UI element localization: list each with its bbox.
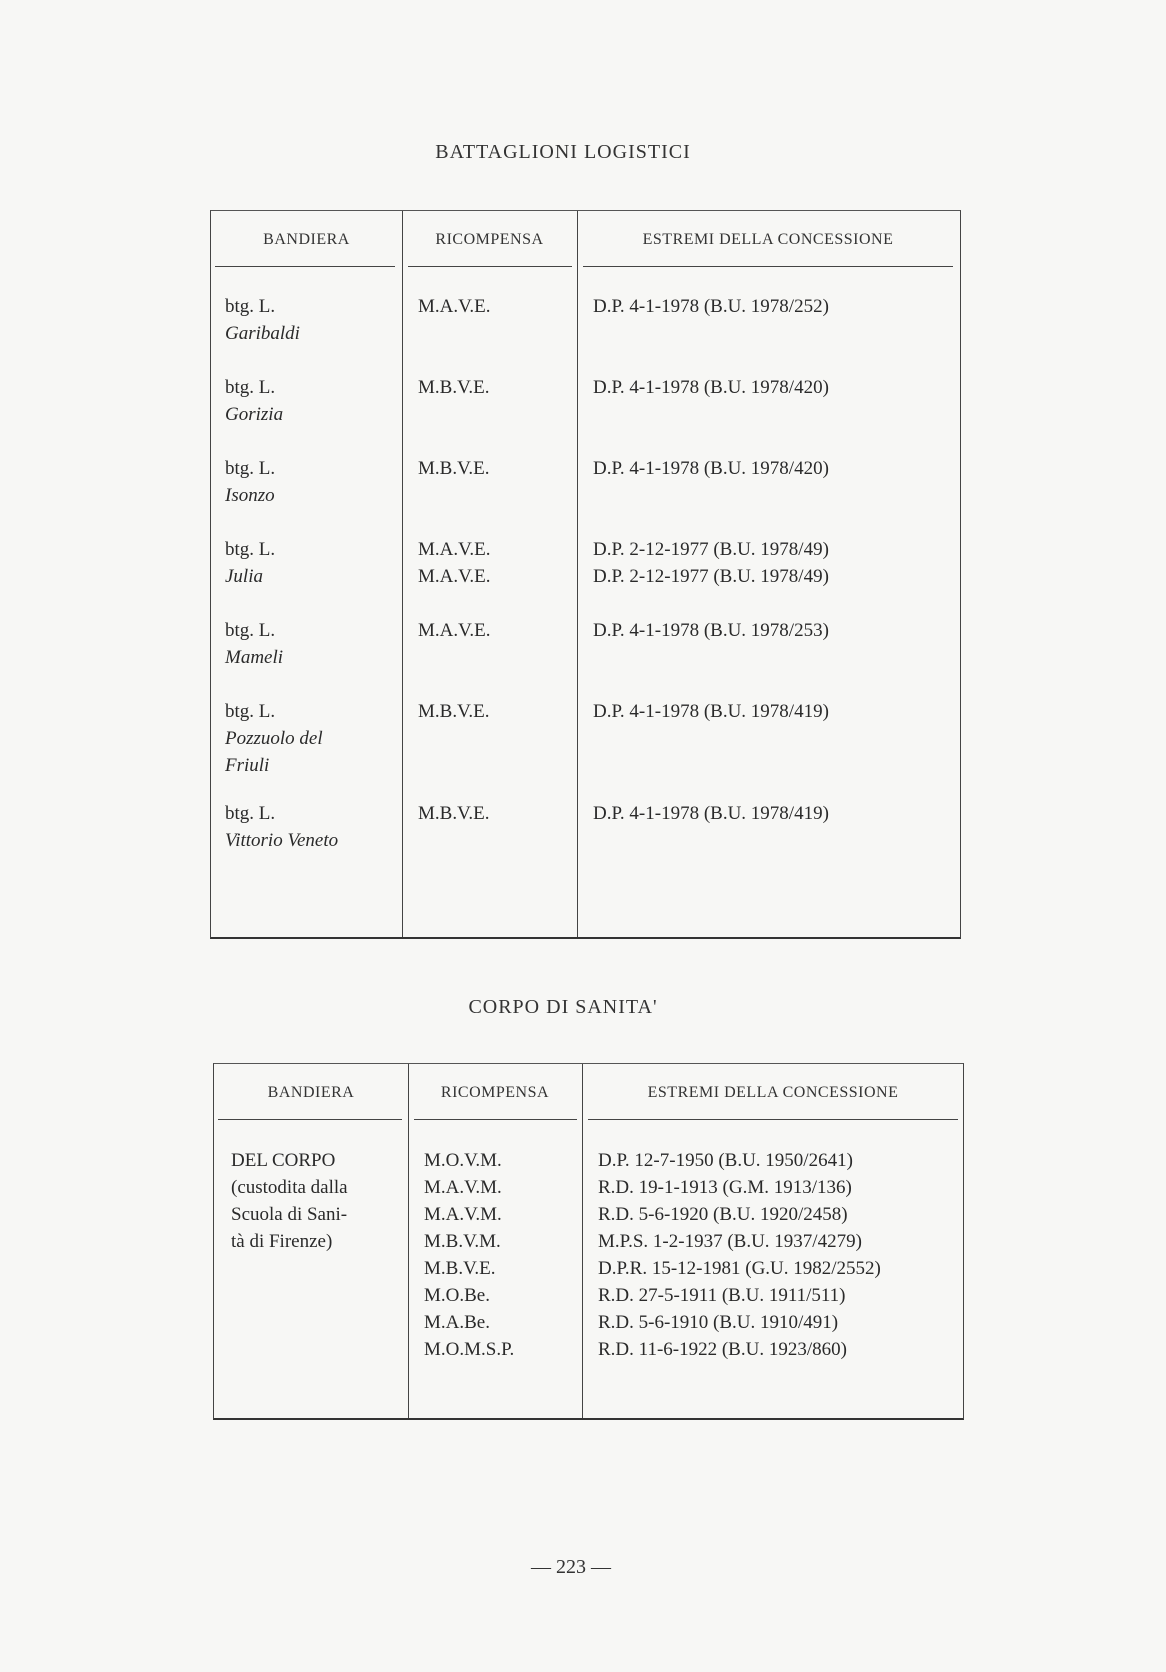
ref-line: D.P. 4-1-1978 (B.U. 1978/420) bbox=[593, 458, 829, 479]
section-title-battaglioni: BATTAGLIONI LOGISTICI bbox=[435, 141, 691, 163]
estremi-cell bbox=[593, 374, 829, 401]
bandiera-cell bbox=[225, 374, 283, 428]
ref-line: D.P. 4-1-1978 (B.U. 1978/420) bbox=[593, 377, 829, 398]
unit-name: Julia bbox=[225, 566, 263, 587]
header-bandiera: BANDIERA bbox=[263, 231, 350, 248]
ricompensa-cell bbox=[418, 293, 491, 320]
award-line: M.O.V.M. bbox=[424, 1150, 502, 1171]
unit-name: Pozzuolo del bbox=[225, 728, 323, 749]
award-line: M.O.Be. bbox=[424, 1285, 490, 1306]
ref-line: D.P. 4-1-1978 (B.U. 1978/419) bbox=[593, 701, 829, 722]
award-line: M.B.V.E. bbox=[418, 458, 490, 479]
estremi-cell bbox=[593, 617, 829, 644]
table-sanita bbox=[213, 1063, 964, 1420]
ref-line: R.D. 11-6-1922 (B.U. 1923/860) bbox=[598, 1339, 847, 1360]
ref-line: D.P. 12-7-1950 (B.U. 1950/2641) bbox=[598, 1150, 853, 1171]
unit-prefix: btg. L. bbox=[225, 539, 276, 560]
bandiera-line: DEL CORPO bbox=[231, 1150, 336, 1171]
award-line: M.A.V.E. bbox=[418, 539, 491, 560]
ref-line: D.P. 4-1-1978 (B.U. 1978/419) bbox=[593, 803, 829, 824]
ref-line: R.D. 19-1-1913 (G.M. 1913/136) bbox=[598, 1177, 852, 1198]
bandiera-cell bbox=[225, 293, 300, 347]
unit-prefix: btg. L. bbox=[225, 620, 276, 641]
award-line: M.A.V.M. bbox=[424, 1177, 502, 1198]
award-line: M.A.V.E. bbox=[418, 566, 491, 587]
header-rule bbox=[588, 1119, 958, 1120]
bandiera-cell bbox=[225, 800, 338, 854]
bandiera-cell bbox=[225, 617, 283, 671]
award-line: M.O.M.S.P. bbox=[424, 1339, 515, 1360]
header-rule bbox=[215, 266, 395, 267]
unit-prefix: btg. L. bbox=[225, 296, 276, 317]
column-divider bbox=[408, 1064, 409, 1418]
ref-line: R.D. 5-6-1910 (B.U. 1910/491) bbox=[598, 1312, 839, 1333]
bandiera-cell bbox=[225, 455, 275, 509]
header-rule bbox=[414, 1119, 577, 1120]
ricompensa-cell bbox=[418, 800, 489, 827]
header-estremi: ESTREMI DELLA CONCESSIONE bbox=[647, 1084, 899, 1101]
header-estremi: ESTREMI DELLA CONCESSIONE bbox=[642, 231, 894, 248]
ref-line: M.P.S. 1-2-1937 (B.U. 1937/4279) bbox=[598, 1231, 862, 1252]
column-divider bbox=[577, 211, 578, 937]
unit-prefix: btg. L. bbox=[225, 803, 276, 824]
header-ricompensa: RICOMPENSA bbox=[440, 1084, 550, 1101]
header-ricompensa: RICOMPENSA bbox=[435, 231, 544, 248]
estremi-cell bbox=[593, 800, 829, 827]
estremi-cell bbox=[593, 455, 829, 482]
header-rule bbox=[218, 1119, 402, 1120]
bandiera-cell bbox=[225, 698, 323, 779]
estremi-cell bbox=[598, 1147, 881, 1363]
ref-line: R.D. 27-5-1911 (B.U. 1911/511) bbox=[598, 1285, 846, 1306]
award-line: M.A.Be. bbox=[424, 1312, 490, 1333]
unit-name: Friuli bbox=[225, 755, 270, 776]
header-rule bbox=[583, 266, 953, 267]
award-line: M.B.V.E. bbox=[418, 377, 490, 398]
header-rule bbox=[408, 266, 572, 267]
estremi-cell bbox=[593, 536, 829, 590]
award-line: M.B.V.E. bbox=[424, 1258, 496, 1279]
page-number: — 223 — bbox=[531, 1556, 611, 1578]
ref-line: D.P.R. 15-12-1981 (G.U. 1982/2552) bbox=[598, 1258, 881, 1279]
award-line: M.A.V.M. bbox=[424, 1204, 502, 1225]
award-line: M.B.V.E. bbox=[418, 701, 490, 722]
award-line: M.B.V.M. bbox=[424, 1231, 501, 1252]
estremi-cell bbox=[593, 698, 829, 725]
bandiera-cell bbox=[231, 1147, 348, 1255]
column-divider bbox=[402, 211, 403, 937]
bandiera-line: (custodita dalla bbox=[231, 1177, 348, 1198]
column-divider bbox=[582, 1064, 583, 1418]
award-line: M.B.V.E. bbox=[418, 803, 490, 824]
unit-prefix: btg. L. bbox=[225, 458, 276, 479]
ricompensa-cell bbox=[418, 455, 489, 482]
unit-name: Garibaldi bbox=[225, 323, 300, 344]
ref-line: D.P. 2-12-1977 (B.U. 1978/49) bbox=[593, 539, 829, 560]
ricompensa-cell bbox=[418, 374, 489, 401]
table-battaglioni bbox=[210, 210, 961, 939]
estremi-cell bbox=[593, 293, 829, 320]
unit-name: Mameli bbox=[225, 647, 284, 668]
award-line: M.A.V.E. bbox=[418, 620, 491, 641]
ref-line: D.P. 4-1-1978 (B.U. 1978/252) bbox=[593, 296, 829, 317]
bandiera-line: tà di Firenze) bbox=[231, 1231, 333, 1252]
ricompensa-cell bbox=[418, 536, 491, 590]
unit-name: Gorizia bbox=[225, 404, 284, 425]
bandiera-cell bbox=[225, 536, 275, 590]
unit-prefix: btg. L. bbox=[225, 377, 276, 398]
ref-line: D.P. 4-1-1978 (B.U. 1978/253) bbox=[593, 620, 829, 641]
bandiera-line: Scuola di Sani- bbox=[231, 1204, 348, 1225]
header-bandiera: BANDIERA bbox=[267, 1084, 355, 1101]
award-line: M.A.V.E. bbox=[418, 296, 491, 317]
unit-name: Isonzo bbox=[225, 485, 275, 506]
unit-name: Vittorio Veneto bbox=[225, 830, 339, 851]
ricompensa-cell bbox=[424, 1147, 514, 1363]
ricompensa-cell bbox=[418, 617, 491, 644]
ref-line: D.P. 2-12-1977 (B.U. 1978/49) bbox=[593, 566, 829, 587]
unit-prefix: btg. L. bbox=[225, 701, 276, 722]
section-title-sanita: CORPO DI SANITA' bbox=[468, 996, 658, 1018]
ricompensa-cell bbox=[418, 698, 489, 725]
ref-line: R.D. 5-6-1920 (B.U. 1920/2458) bbox=[598, 1204, 848, 1225]
